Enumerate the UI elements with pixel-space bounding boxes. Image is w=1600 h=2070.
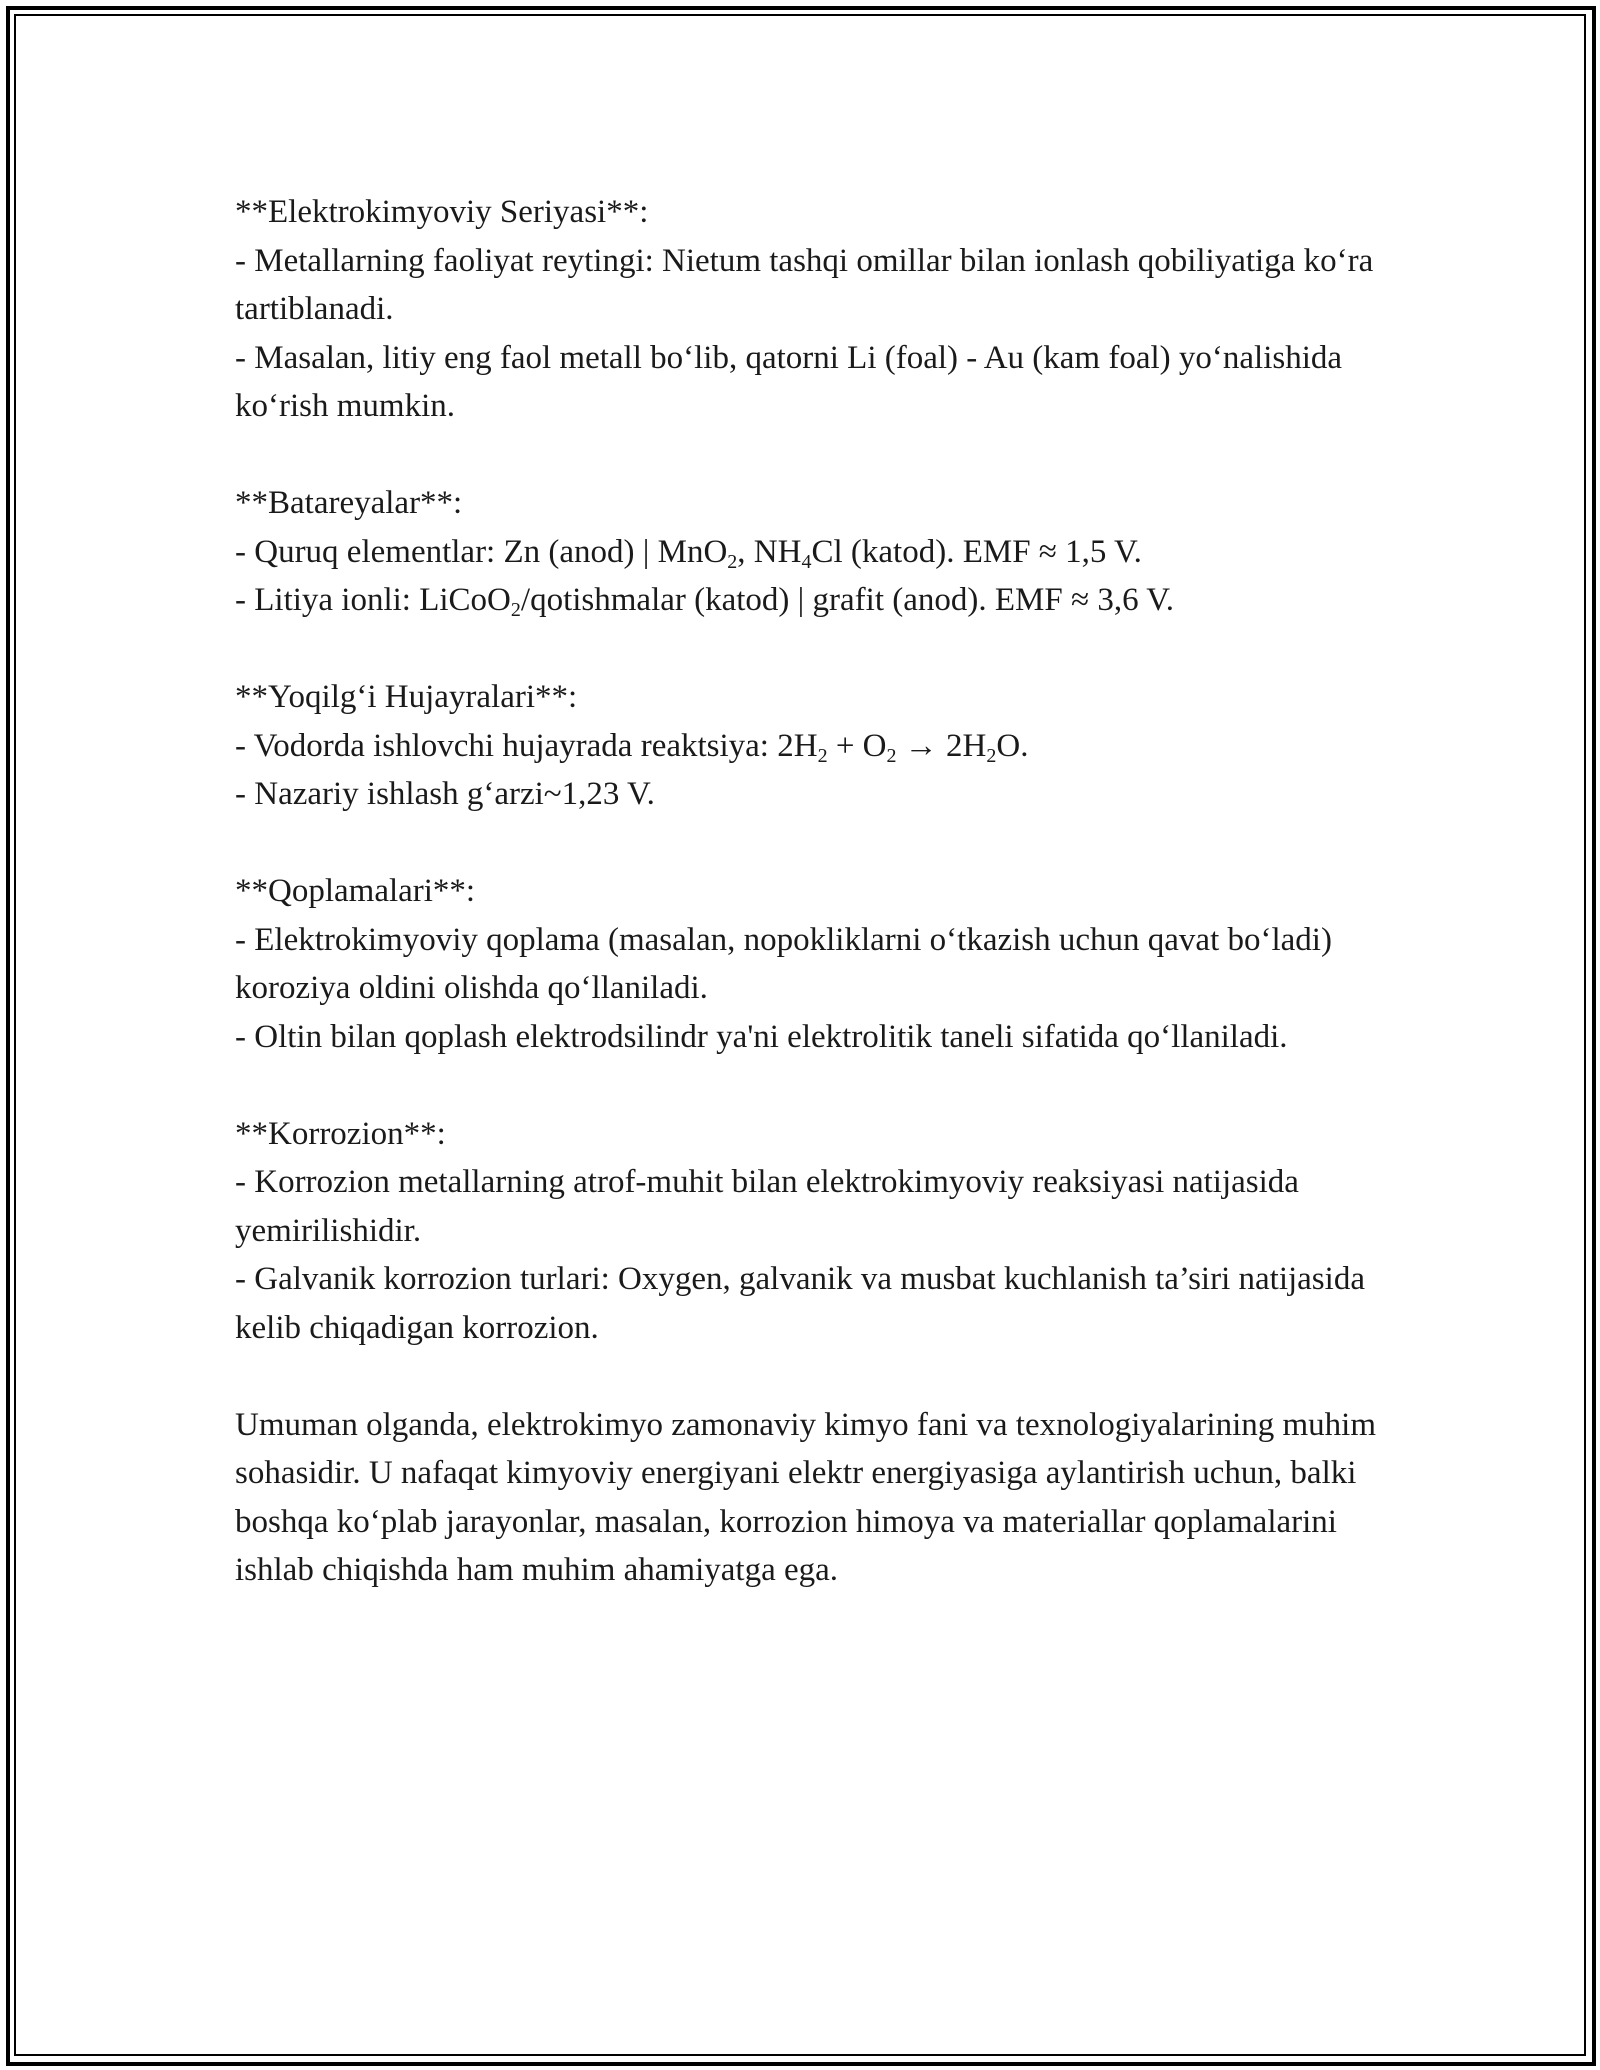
list-item: - Vodorda ishlovchi hujayrada reaktsiya: $2H_2 + O_2 \to 2H_2O$. [235,727,1029,767]
list-item: - Litiya ionli: LiCoO$_2$/qotishmalar (katod) | grafit (anod). EMF ≈ 3,6 V. [235,582,1175,621]
list-item: - Korrozion metallarning atrof-muhit bilan elektrokimyoviy reaksiyasi natijasida yemirilishidir. [235,1164,1299,1249]
list-item: - Quruq elementlar: Zn (anod) | MnO$_2$, $NH_4Cl$ (katod). EMF ≈ 1,5 V. [235,533,1142,573]
section-electrochemical-series [235,188,1385,431]
list-item: - Nazariy ishlash g‘arzi~1,23 V. [235,776,655,812]
conclusion-paragraph: Umuman olganda, elektrokimyo zamonaviy kimyo fani va texnologiyalarining muhim sohasidir. U nafaqat kimyoviy energiyani elektr energiyasiga aylantirish uchun, balki boshqa ko‘plab jarayonlar, masalan, korrozion himoya va materiallar qoplamalarini ishlab chiqishda ham muhim ahamiyatga ega. [235,1406,1376,1588]
section-fuel-cells [235,673,1385,819]
section-heading: **Elektrokimyoviy Seriyasi**: [235,194,649,230]
section-heading: **Yoqilg‘i Hujayralari**: [235,679,578,715]
section-batteries [235,479,1385,625]
section-heading: **Korrozion**: [235,1115,446,1152]
list-item: - Masalan, litiy eng faol metall bo‘lib, qatorni Li (foal) - Au (kam foal) yo‘nalishida ko‘rish mumkin. [235,339,1343,424]
section-heading: **Qoplamalari**: [235,873,476,909]
list-item: - Metallarning faoliyat reytingi: Nietum tashqi omillar bilan ionlash qobiliyatiga ko‘ra tartiblanadi. [235,242,1374,327]
list-item: - Oltin bilan qoplash elektrodsilindr ya'ni elektrolitik taneli sifatida qo‘llaniladi. [235,1018,1288,1055]
list-item: - Galvanik korrozion turlari: Oxygen, galvanik va musbat kuchlanish ta’siri natijasida kelib chiqadigan korrozion. [235,1261,1365,1346]
section-corrosion [235,1110,1385,1353]
list-item: - Elektrokimyoviy qoplama (masalan, nopokliklarni o‘tkazish uchun qavat bo‘ladi) koroziya oldini olishda qo‘llaniladi. [235,921,1332,1006]
section-heading: **Batareyalar**: [235,485,463,521]
document-body [235,188,1385,1595]
section-coatings [235,867,1385,1061]
